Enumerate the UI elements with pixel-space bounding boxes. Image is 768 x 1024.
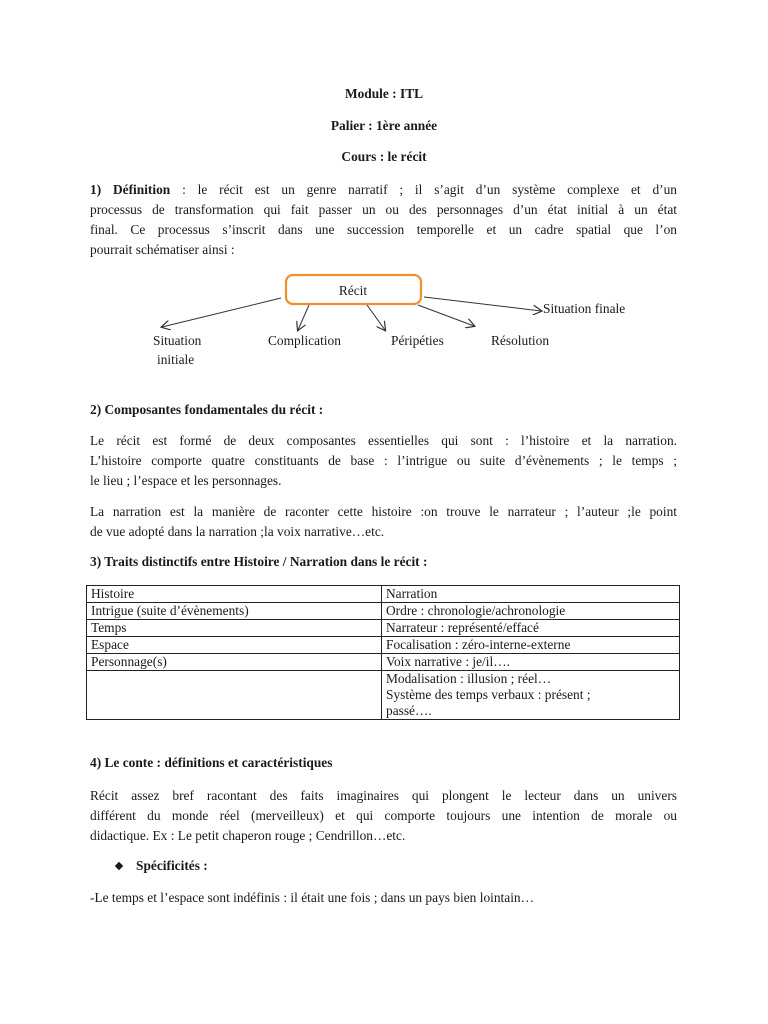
table-cell: Temps [87,620,382,637]
table-cell: Histoire [87,586,382,603]
table-row [87,637,680,654]
narration-line-2: de vue adopté dans la narration ;la voix narrative…etc. [90,524,385,539]
node-complication: Complication [268,333,341,348]
conte-line-1: Récit assez bref racontant des faits imaginaires qui plongent le lecteur dans un univers [90,788,677,803]
arrow-to-situation-initiale [162,298,281,327]
composantes-line-2: L’histoire comporte quatre constituants de base : l’intrigue ou suite d’évènements ; le temps ; [90,453,677,468]
conte-line-2: différent du monde réel (merveilleux) et qui comporte toujours une intention de morale ou [90,808,677,823]
conte-line-3: didactique. Ex : Le petit chaperon rouge ; Cendrillon…etc. [90,828,406,843]
definition-line-4: pourrait schématiser ainsi : [90,242,235,257]
node-peripeties: Péripéties [391,333,444,348]
definition-line-2: processus de transformation qui fait passer un ou des personnages d’un état initial à un état [90,202,677,217]
table-cell: Ordre : chronologie/achronologie [382,603,680,620]
table-row [87,603,680,620]
diamond-bullet-icon [115,862,123,870]
table-cell-empty [87,671,382,720]
specificites-line: -Le temps et l’espace sont indéfinis : il était une fois ; dans un pays bien lointain… [90,890,535,905]
narration-line-1: La narration est la manière de raconter cette histoire :on trouve le narrateur ; l’auteur ;le point [90,504,677,519]
table-row [87,620,680,637]
arrow-to-situation-finale [424,297,541,311]
table-cell-line: Système des temps verbaux : présent ; [386,687,591,702]
section3-heading: 3) Traits distinctifs entre Histoire / Narration dans le récit : [90,554,428,569]
traits-table [86,585,680,720]
definition-line-3: final. Ce processus s’inscrit dans une succession temporelle et un cadre spatial que l’on [90,222,677,237]
narration-paragraph [90,502,677,542]
specificites-bullet [116,858,208,874]
composantes-line-1: Le récit est formé de deux composantes essentielles qui sont : l’histoire et la narration. [90,433,677,448]
arrow-to-resolution [418,305,474,326]
node-resolution: Résolution [491,333,550,348]
node-situation: Situation [153,333,202,348]
table-cell: Narration [382,586,680,603]
node-initiale: initiale [157,352,195,367]
table-cell: Intrigue (suite d’évènements) [87,603,382,620]
arrow-to-complication [298,305,309,330]
recit-root-label: Récit [338,283,368,298]
arrow-to-peripeties [367,305,385,330]
module-title: Module : ITL [344,86,424,101]
table-cell: Espace [87,637,382,654]
table-cell-line: Modalisation : illusion ; réel… [386,671,552,686]
section4-heading: 4) Le conte : définitions et caractéristiques [90,755,333,770]
table-row [87,671,680,720]
conte-paragraph [90,786,677,846]
table-cell: Voix narrative : je/il…. [382,654,680,671]
table-row [87,586,680,603]
definition-heading: 1) Définition [90,182,171,197]
table-row [87,654,680,671]
definition-line-1: : le récit est un genre narratif ; il s’agit d’un système complexe et d’un [170,182,677,197]
composantes-paragraph [90,431,677,491]
table-cell-line: passé…. [386,703,432,718]
composantes-line-3: le lieu ; l’espace et les personnages. [90,473,282,488]
section2-heading: 2) Composantes fondamentales du récit : [90,402,324,417]
palier-title: Palier : 1ère année [330,118,438,133]
node-situation-finale: Situation finale [543,301,626,316]
table-cell: Narrateur : représenté/effacé [382,620,680,637]
table-cell-multiline [382,671,680,720]
table-cell: Personnage(s) [87,654,382,671]
specificites-label: Spécificités : [136,858,208,873]
table-cell: Focalisation : zéro-interne-externe [382,637,680,654]
cours-title: Cours : le récit [341,149,427,164]
